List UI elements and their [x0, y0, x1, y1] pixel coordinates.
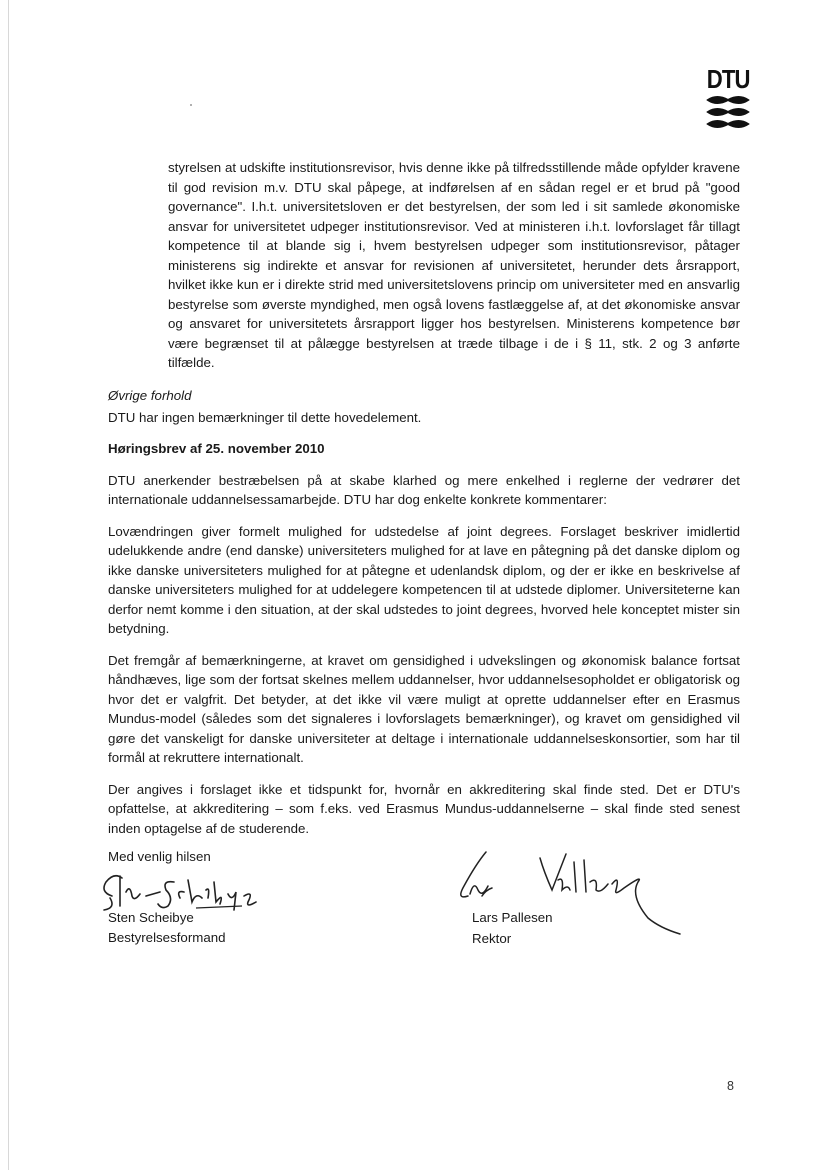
paragraph: Lovændringen giver formelt mulighed for udstedelse af joint degrees. Forslaget beskriver imidlertid udelukkende andre (end danske) universiteters mulighed for at lave en påtegning på det danske diplom og ikke danske universiteters mulighed for at påtegne et udenlandsk diplom, og der er ikke en beskrivelse af danske universiteters mulighed for at uddelegere kompetencen til at udstede diplomer. Universiteterne kan derfor nemt komme i den situation, at der skal udstedes to joint degrees, hvorved hele konceptet mister sin betydning.: [108, 523, 740, 636]
handwritten-signature-right: [448, 850, 688, 940]
scan-speck: [190, 104, 192, 106]
section-text-other: DTU har ingen bemærkninger til dette hovedelement.: [108, 409, 422, 425]
indented-paragraph: styrelsen at udskifte institutionsrevisor, hvis denne ikke på tilfredsstillende måde opfylder kravene til god revision m.v. DTU skal påpege, at indførelsen af en sådan regel er et brud på "good governance". I.h.t. universitetsloven er det bestyrelsen, der som led i sit samlede økonomiske ansvar for universitetet udpeger institutionsrevisor. Ved at ministeren i.h.t. lovforslaget får tillagt kompetence til at blande sig i, hvem bestyrelsen udpeger som institutionsrevisor, påtager ministerens sig indirekte et ansvar for revisionen af universitetet, herunder dets årsrapport, hvilket ikke kun er i direkte strid med universitetslovens princip om universiteter med en ansvarlig bestyrelse som øverste myndighed, men også lovens fastlæggelse af, at det økonomiske ansvar og ansvaret for universitetets årsrapport ligger hos bestyrelsen. Ministerens kompetence bør være begrænset til at pålægge bestyrelsen at træde tilbage i de i § 11, stk. 2 og 3 anførte tilfælde.: [168, 160, 740, 370]
signatory-left-title: Bestyrelsesformand: [108, 930, 226, 945]
signatory-left-name: Sten Scheibye: [108, 910, 194, 925]
main-body: [108, 386, 740, 850]
paragraph: DTU anerkender bestræbelsen på at skabe klarhed og mere enkelhed i reglerne der vedrører det internationale uddannelsessamarbejde. DTU har dog enkelte konkrete kommentarer:: [108, 472, 740, 507]
signatory-right-name: Lars Pallesen: [472, 910, 553, 925]
hearing-letter-heading: Høringsbrev af 25. november 2010: [108, 441, 325, 456]
paragraph: Det fremgår af bemærkningerne, at kravet om gensidighed i udvekslingen og økonomisk balance fortsat håndhæves, lige som der fortsat skelnes mellem uddannelser, hvor uddannelsesopholdet er obligatorisk og hvor det er valgfrit. Det betyder, at det ikke vil være muligt at oprette uddannelser efter en Erasmus Mundus-model (således som det signaleres i lovforslagets bemærkninger), og kravet om gensidighed vil gøre det vanskeligt for danske universiteter at deltage i internationale uddannelseskonsortier, som har til formål at rekruttere internationalt.: [108, 652, 740, 765]
closing-greeting: Med venlig hilsen: [108, 849, 211, 864]
signature-block-left: [108, 862, 288, 952]
signatory-right-title: Rektor: [472, 931, 512, 946]
dtu-logo-mark-icon: [706, 94, 750, 130]
scan-edge-line: [8, 0, 9, 1170]
dtu-logo: [703, 66, 753, 130]
signature-block-right: [448, 850, 688, 950]
paragraph: Der angives i forslaget ikke et tidspunkt for, hvornår en akkreditering skal finde sted. Det er DTU's opfattelse, at akkreditering – som f.eks. ved Erasmus Mundus-uddannelserne – skal finde sted senest inden optagelse af de studerende.: [108, 781, 740, 836]
page-number: 8: [727, 1079, 734, 1093]
dtu-logo-text: DTU: [706, 64, 750, 94]
section-title-other: Øvrige forhold: [108, 388, 192, 403]
